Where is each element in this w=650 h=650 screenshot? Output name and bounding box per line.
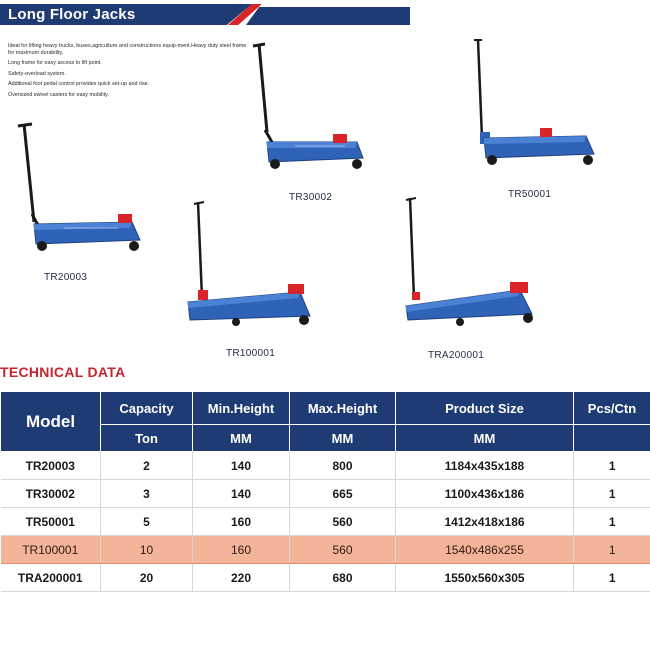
feature-item: Ideal for lifting heavy trucks, buses,agriculture and constructions equip-ment.Heavy duty steel frame for maximum durability.	[8, 43, 247, 56]
cell-model: TR30002	[1, 480, 101, 508]
feature-item: Safety-overload system.	[8, 70, 66, 77]
column-header-model: Model	[1, 392, 101, 452]
cell-model: TRA200001	[1, 564, 101, 592]
cell-max-height: 680	[290, 564, 396, 592]
page-title: Long Floor Jacks	[8, 6, 136, 23]
table-row-highlighted	[1, 536, 650, 564]
jack-image-tr50001	[470, 38, 600, 168]
jack-image-tra200001	[398, 194, 543, 329]
cell-min-height: 140	[193, 480, 290, 508]
column-header-max-height: Max.Height	[290, 392, 396, 425]
cell-max-height: 560	[290, 536, 396, 564]
table-row	[1, 564, 650, 592]
features-list	[8, 43, 248, 103]
jack-image-tr20003	[14, 118, 149, 258]
cell-max-height: 665	[290, 480, 396, 508]
column-header-pcs-ctn: Pcs/Ctn	[574, 392, 650, 425]
cell-pcs-ctn: 1	[574, 536, 650, 564]
cell-capacity: 3	[101, 480, 193, 508]
cell-min-height: 160	[193, 508, 290, 536]
jack-label: TR50001	[508, 189, 552, 200]
cell-pcs-ctn: 1	[574, 452, 650, 480]
unit-capacity: Ton	[101, 425, 193, 452]
technical-data-heading: TECHNICAL DATA	[0, 364, 126, 380]
table-row	[1, 452, 650, 480]
title-banner	[0, 4, 410, 25]
cell-model: TR50001	[1, 508, 101, 536]
jack-image-tr30002	[245, 40, 370, 180]
unit-pcs-ctn	[574, 425, 650, 452]
cell-min-height: 220	[193, 564, 290, 592]
jack-label: TR100001	[226, 348, 276, 359]
unit-min-height: MM	[193, 425, 290, 452]
cell-capacity: 20	[101, 564, 193, 592]
cell-pcs-ctn: 1	[574, 480, 650, 508]
cell-pcs-ctn: 1	[574, 508, 650, 536]
cell-model: TR100001	[1, 536, 101, 564]
unit-max-height: MM	[290, 425, 396, 452]
feature-item: Additional foot pedal control provides quick set-up and rise.	[8, 81, 150, 88]
cell-min-height: 160	[193, 536, 290, 564]
cell-max-height: 800	[290, 452, 396, 480]
cell-capacity: 2	[101, 452, 193, 480]
cell-capacity: 10	[101, 536, 193, 564]
feature-item: Oversized swivel casters for easy mobility.	[8, 91, 109, 98]
cell-product-size: 1100x436x186	[396, 480, 574, 508]
column-header-min-height: Min.Height	[193, 392, 290, 425]
cell-capacity: 5	[101, 508, 193, 536]
cell-product-size: 1540x486x255	[396, 536, 574, 564]
cell-product-size: 1550x560x305	[396, 564, 574, 592]
table-row	[1, 508, 650, 536]
unit-product-size: MM	[396, 425, 574, 452]
feature-item: Long frame for easy access to lift point.	[8, 60, 102, 67]
cell-min-height: 140	[193, 452, 290, 480]
banner-right-bar	[246, 7, 410, 25]
cell-pcs-ctn: 1	[574, 564, 650, 592]
technical-data-table	[0, 391, 650, 592]
jack-label: TR20003	[44, 272, 88, 283]
column-header-product-size: Product Size	[396, 392, 574, 425]
column-header-capacity: Capacity	[101, 392, 193, 425]
cell-product-size: 1412x418x186	[396, 508, 574, 536]
cell-model: TR20003	[1, 452, 101, 480]
jack-label: TR30002	[289, 192, 333, 203]
jack-image-tr100001	[168, 198, 318, 333]
jack-label: TRA200001	[428, 350, 485, 361]
cell-max-height: 560	[290, 508, 396, 536]
table-row	[1, 480, 650, 508]
table-header-row	[1, 392, 650, 425]
cell-product-size: 1184x435x188	[396, 452, 574, 480]
